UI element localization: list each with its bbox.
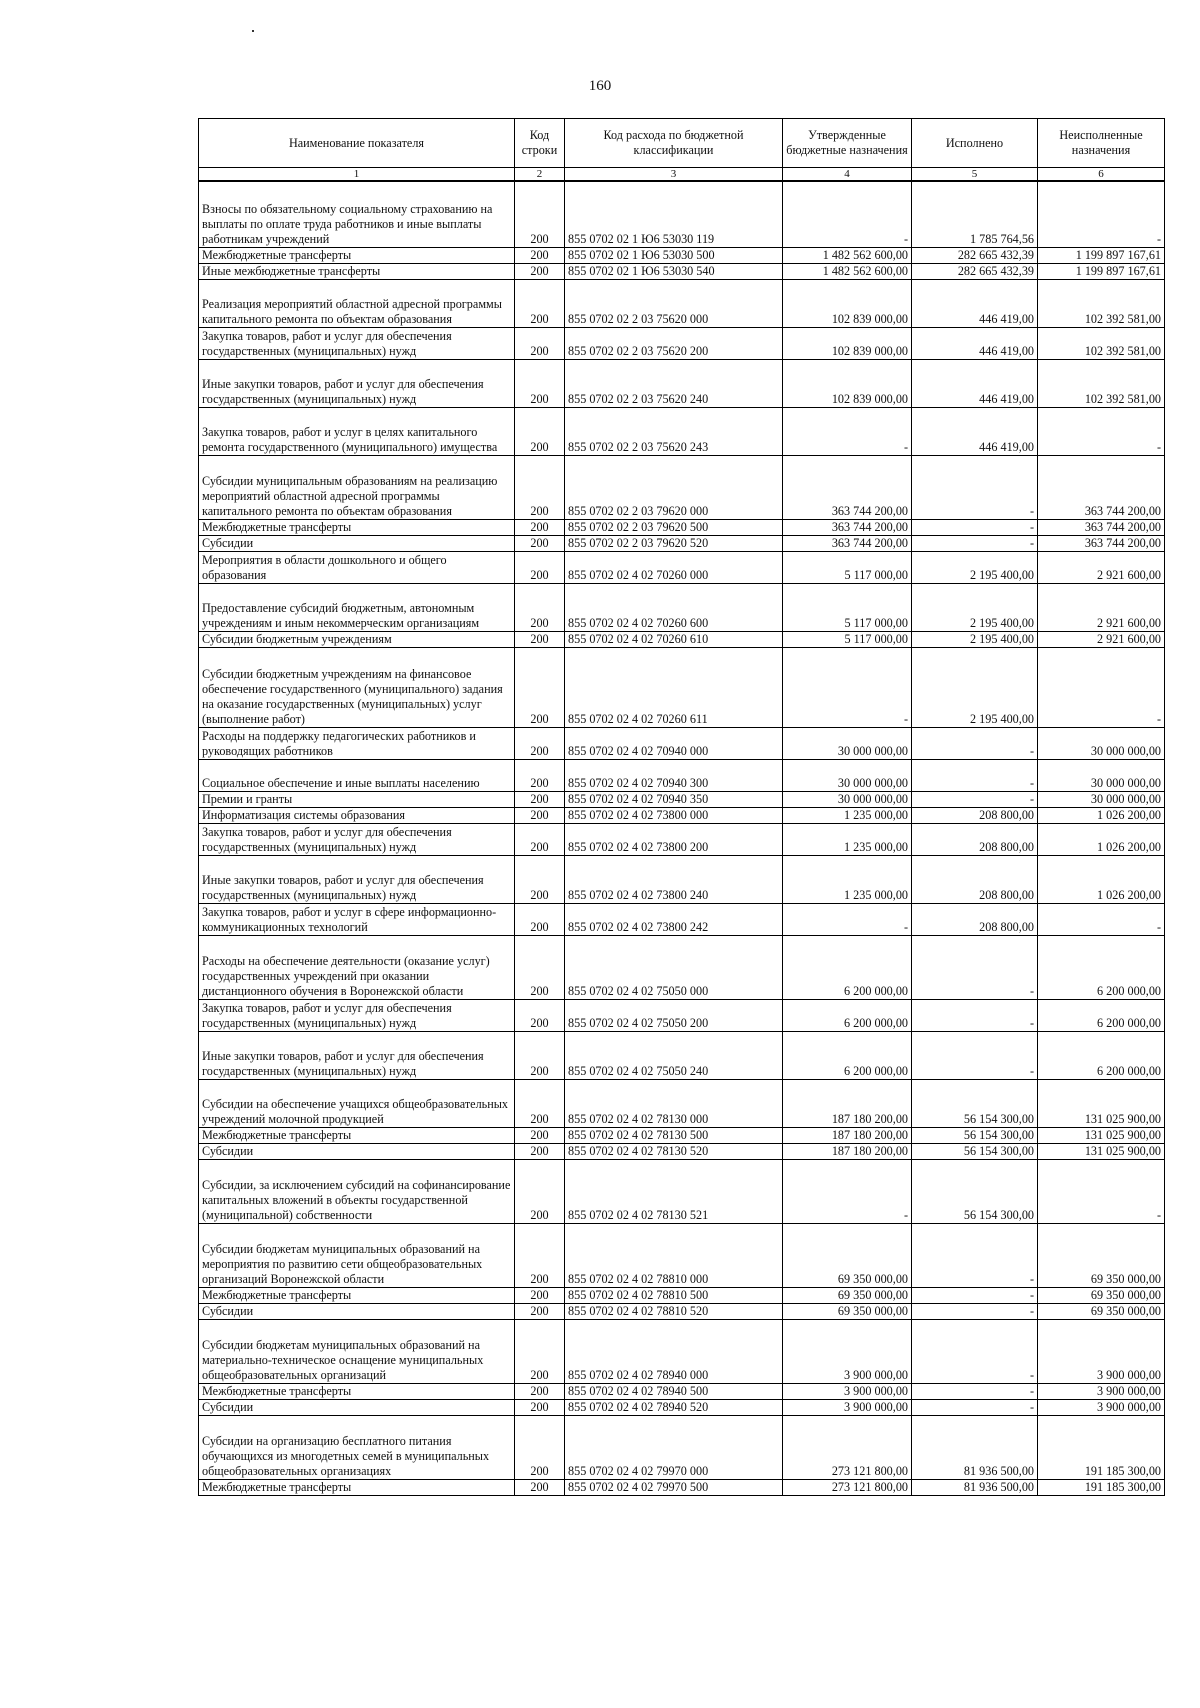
row-code: 200: [515, 759, 565, 791]
approved-amount: 69 350 000,00: [783, 1223, 912, 1287]
indicator-name: Закупка товаров, работ и услуг в целях капитального ремонта государственного (муниципального) имущества: [199, 407, 515, 455]
table-row: [199, 1399, 1165, 1415]
row-code: 200: [515, 455, 565, 519]
indicator-name: Взносы по обязательному социальному страхованию на выплаты по оплате труда работников и иные выплаты работникам учреждений: [199, 181, 515, 247]
executed-amount: -: [912, 1319, 1038, 1383]
column-number: 1: [199, 168, 515, 182]
approved-amount: 6 200 000,00: [783, 999, 912, 1031]
table-row: [199, 535, 1165, 551]
indicator-name: Закупка товаров, работ и услуг для обеспечения государственных (муниципальных) нужд: [199, 327, 515, 359]
unexecuted-amount: -: [1038, 1159, 1165, 1223]
budget-code: 855 0702 02 4 02 75050 200: [565, 999, 783, 1031]
approved-amount: -: [783, 181, 912, 247]
unexecuted-amount: 69 350 000,00: [1038, 1287, 1165, 1303]
budget-code: 855 0702 02 1 Ю6 53030 500: [565, 247, 783, 263]
header-budget-code: Код расхода по бюджетной классификации: [565, 119, 783, 168]
budget-code: 855 0702 02 4 02 78940 500: [565, 1383, 783, 1399]
column-number: 5: [912, 168, 1038, 182]
budget-code: 855 0702 02 1 Ю6 53030 540: [565, 263, 783, 279]
executed-amount: -: [912, 1287, 1038, 1303]
table-row: [199, 1143, 1165, 1159]
row-code: 200: [515, 1159, 565, 1223]
unexecuted-amount: 30 000 000,00: [1038, 759, 1165, 791]
budget-code: 855 0702 02 4 02 78940 520: [565, 1399, 783, 1415]
indicator-name: Межбюджетные трансферты: [199, 1479, 515, 1495]
unexecuted-amount: 363 744 200,00: [1038, 455, 1165, 519]
approved-amount: 273 121 800,00: [783, 1415, 912, 1479]
executed-amount: 1 785 764,56: [912, 181, 1038, 247]
row-code: 200: [515, 279, 565, 327]
column-number: 3: [565, 168, 783, 182]
indicator-name: Субсидии: [199, 535, 515, 551]
row-code: 200: [515, 1223, 565, 1287]
executed-amount: -: [912, 999, 1038, 1031]
table-row: [199, 1159, 1165, 1223]
executed-amount: 56 154 300,00: [912, 1143, 1038, 1159]
budget-code: 855 0702 02 4 02 70940 000: [565, 727, 783, 759]
indicator-name: Субсидии на организацию бесплатного питания обучающихся из многодетных семей в муниципальных общеобразовательных организациях: [199, 1415, 515, 1479]
approved-amount: 363 744 200,00: [783, 519, 912, 535]
row-code: 200: [515, 999, 565, 1031]
table-row: [199, 359, 1165, 407]
row-code: 200: [515, 359, 565, 407]
budget-code: 855 0702 02 4 02 78130 500: [565, 1127, 783, 1143]
executed-amount: -: [912, 1031, 1038, 1079]
indicator-name: Расходы на обеспечение деятельности (оказание услуг) государственных учреждений при оказании дистанционного обучения в Воронежской области: [199, 935, 515, 999]
unexecuted-amount: 131 025 900,00: [1038, 1079, 1165, 1127]
unexecuted-amount: 102 392 581,00: [1038, 279, 1165, 327]
indicator-name: Субсидии, за исключением субсидий на софинансирование капитальных вложений в объекты государственной (муниципальной) собственности: [199, 1159, 515, 1223]
budget-code: 855 0702 02 4 02 70260 600: [565, 583, 783, 631]
indicator-name: Иные закупки товаров, работ и услуг для обеспечения государственных (муниципальных) нужд: [199, 359, 515, 407]
row-code: 200: [515, 823, 565, 855]
row-code: 200: [515, 519, 565, 535]
table-row: [199, 1031, 1165, 1079]
unexecuted-amount: 30 000 000,00: [1038, 727, 1165, 759]
table-row: [199, 759, 1165, 791]
executed-amount: -: [912, 455, 1038, 519]
executed-amount: 2 195 400,00: [912, 647, 1038, 727]
executed-amount: -: [912, 935, 1038, 999]
executed-amount: 446 419,00: [912, 359, 1038, 407]
executed-amount: -: [912, 727, 1038, 759]
approved-amount: 1 235 000,00: [783, 855, 912, 903]
table-row: [199, 903, 1165, 935]
executed-amount: 282 665 432,39: [912, 247, 1038, 263]
header-row: [199, 119, 1165, 168]
unexecuted-amount: 3 900 000,00: [1038, 1383, 1165, 1399]
unexecuted-amount: 1 026 200,00: [1038, 807, 1165, 823]
approved-amount: 187 180 200,00: [783, 1079, 912, 1127]
budget-code: 855 0702 02 4 02 78130 521: [565, 1159, 783, 1223]
approved-amount: 1 482 562 600,00: [783, 247, 912, 263]
approved-amount: 69 350 000,00: [783, 1287, 912, 1303]
table-row: [199, 1415, 1165, 1479]
approved-amount: 5 117 000,00: [783, 551, 912, 583]
indicator-name: Иные межбюджетные трансферты: [199, 263, 515, 279]
executed-amount: 208 800,00: [912, 855, 1038, 903]
approved-amount: 3 900 000,00: [783, 1383, 912, 1399]
indicator-name: Субсидии бюджетам муниципальных образований на мероприятия по развитию сети общеобразовательных организаций Воронежской области: [199, 1223, 515, 1287]
budget-code: 855 0702 02 4 02 75050 000: [565, 935, 783, 999]
indicator-name: Субсидии: [199, 1303, 515, 1319]
table-row: [199, 181, 1165, 247]
row-code: 200: [515, 407, 565, 455]
row-code: 200: [515, 535, 565, 551]
row-code: 200: [515, 1303, 565, 1319]
row-code: 200: [515, 247, 565, 263]
header-indicator-name: Наименование показателя: [199, 119, 515, 168]
executed-amount: -: [912, 1383, 1038, 1399]
table-row: [199, 823, 1165, 855]
table-row: [199, 935, 1165, 999]
approved-amount: 273 121 800,00: [783, 1479, 912, 1495]
budget-code: 855 0702 02 4 02 70260 000: [565, 551, 783, 583]
table-row: [199, 647, 1165, 727]
approved-amount: -: [783, 903, 912, 935]
unexecuted-amount: 6 200 000,00: [1038, 1031, 1165, 1079]
table-row: [199, 263, 1165, 279]
indicator-name: Иные закупки товаров, работ и услуг для обеспечения государственных (муниципальных) нужд: [199, 1031, 515, 1079]
executed-amount: 208 800,00: [912, 903, 1038, 935]
unexecuted-amount: 1 026 200,00: [1038, 855, 1165, 903]
unexecuted-amount: 2 921 600,00: [1038, 583, 1165, 631]
indicator-name: Субсидии муниципальным образованиям на реализацию мероприятий областной адресной программы капитального ремонта по объектам образования: [199, 455, 515, 519]
table-row: [199, 999, 1165, 1031]
indicator-name: Субсидии бюджетным учреждениям: [199, 631, 515, 647]
approved-amount: 30 000 000,00: [783, 727, 912, 759]
approved-amount: 363 744 200,00: [783, 535, 912, 551]
header-executed: Исполнено: [912, 119, 1038, 168]
row-code: 200: [515, 935, 565, 999]
row-code: 200: [515, 1031, 565, 1079]
unexecuted-amount: 363 744 200,00: [1038, 535, 1165, 551]
table-row: [199, 1383, 1165, 1399]
budget-code: 855 0702 02 4 02 78940 000: [565, 1319, 783, 1383]
approved-amount: 363 744 200,00: [783, 455, 912, 519]
indicator-name: Иные закупки товаров, работ и услуг для обеспечения государственных (муниципальных) нужд: [199, 855, 515, 903]
row-code: 200: [515, 327, 565, 359]
table-row: [199, 1079, 1165, 1127]
approved-amount: 69 350 000,00: [783, 1303, 912, 1319]
table-row: [199, 727, 1165, 759]
unexecuted-amount: 3 900 000,00: [1038, 1399, 1165, 1415]
row-code: 200: [515, 1143, 565, 1159]
approved-amount: 1 482 562 600,00: [783, 263, 912, 279]
row-code: 200: [515, 647, 565, 727]
executed-amount: -: [912, 535, 1038, 551]
approved-amount: 6 200 000,00: [783, 1031, 912, 1079]
approved-amount: 1 235 000,00: [783, 807, 912, 823]
table-row: [199, 327, 1165, 359]
row-code: 200: [515, 181, 565, 247]
budget-code: 855 0702 02 4 02 70260 611: [565, 647, 783, 727]
budget-code: 855 0702 02 2 03 79620 500: [565, 519, 783, 535]
row-code: 200: [515, 1479, 565, 1495]
column-number: 2: [515, 168, 565, 182]
unexecuted-amount: 6 200 000,00: [1038, 999, 1165, 1031]
executed-amount: -: [912, 519, 1038, 535]
unexecuted-amount: -: [1038, 407, 1165, 455]
indicator-name: Закупка товаров, работ и услуг для обеспечения государственных (муниципальных) нужд: [199, 999, 515, 1031]
executed-amount: 56 154 300,00: [912, 1079, 1038, 1127]
table-row: [199, 1303, 1165, 1319]
row-code: 200: [515, 1319, 565, 1383]
unexecuted-amount: 1 026 200,00: [1038, 823, 1165, 855]
executed-amount: 2 195 400,00: [912, 631, 1038, 647]
table-row: [199, 1223, 1165, 1287]
budget-code: 855 0702 02 4 02 70940 350: [565, 791, 783, 807]
executed-amount: 282 665 432,39: [912, 263, 1038, 279]
indicator-name: Субсидии бюджетам муниципальных образований на материально-техническое оснащение муниципальных общеобразовательных организаций: [199, 1319, 515, 1383]
row-code: 200: [515, 1399, 565, 1415]
approved-amount: 30 000 000,00: [783, 759, 912, 791]
budget-code: 855 0702 02 4 02 73800 200: [565, 823, 783, 855]
budget-code: 855 0702 02 2 03 79620 000: [565, 455, 783, 519]
indicator-name: Субсидии на обеспечение учащихся общеобразовательных учреждений молочной продукцией: [199, 1079, 515, 1127]
executed-amount: -: [912, 1303, 1038, 1319]
indicator-name: Премии и гранты: [199, 791, 515, 807]
budget-code: 855 0702 02 4 02 70940 300: [565, 759, 783, 791]
unexecuted-amount: 191 185 300,00: [1038, 1479, 1165, 1495]
indicator-name: Социальное обеспечение и иные выплаты населению: [199, 759, 515, 791]
budget-code: 855 0702 02 4 02 78810 520: [565, 1303, 783, 1319]
unexecuted-amount: 1 199 897 167,61: [1038, 247, 1165, 263]
unexecuted-amount: 363 744 200,00: [1038, 519, 1165, 535]
unexecuted-amount: 69 350 000,00: [1038, 1223, 1165, 1287]
row-code: 200: [515, 583, 565, 631]
budget-code: 855 0702 02 4 02 70260 610: [565, 631, 783, 647]
approved-amount: 5 117 000,00: [783, 631, 912, 647]
budget-code: 855 0702 02 2 03 75620 000: [565, 279, 783, 327]
unexecuted-amount: 102 392 581,00: [1038, 359, 1165, 407]
table-body: [199, 181, 1165, 1495]
table-row: [199, 855, 1165, 903]
unexecuted-amount: 131 025 900,00: [1038, 1143, 1165, 1159]
approved-amount: 102 839 000,00: [783, 279, 912, 327]
budget-code: 855 0702 02 4 02 73800 242: [565, 903, 783, 935]
executed-amount: 56 154 300,00: [912, 1159, 1038, 1223]
row-code: 200: [515, 1127, 565, 1143]
unexecuted-amount: 2 921 600,00: [1038, 631, 1165, 647]
page-number: 160: [588, 78, 612, 94]
budget-code: 855 0702 02 2 03 75620 240: [565, 359, 783, 407]
indicator-name: Закупка товаров, работ и услуг в сфере информационно-коммуникационных технологий: [199, 903, 515, 935]
executed-amount: -: [912, 1399, 1038, 1415]
budget-code: 855 0702 02 2 03 75620 200: [565, 327, 783, 359]
column-number-row: [199, 168, 1165, 182]
table-row: [199, 551, 1165, 583]
table-row: [199, 631, 1165, 647]
row-code: 200: [515, 1415, 565, 1479]
row-code: 200: [515, 1383, 565, 1399]
executed-amount: 81 936 500,00: [912, 1415, 1038, 1479]
budget-code: 855 0702 02 4 02 79970 500: [565, 1479, 783, 1495]
approved-amount: 102 839 000,00: [783, 327, 912, 359]
budget-code: 855 0702 02 4 02 78810 500: [565, 1287, 783, 1303]
indicator-name: Мероприятия в области дошкольного и общего образования: [199, 551, 515, 583]
table-row: [199, 807, 1165, 823]
table-row: [199, 1479, 1165, 1495]
approved-amount: 3 900 000,00: [783, 1319, 912, 1383]
approved-amount: -: [783, 647, 912, 727]
unexecuted-amount: 191 185 300,00: [1038, 1415, 1165, 1479]
budget-code: 855 0702 02 2 03 75620 243: [565, 407, 783, 455]
executed-amount: 208 800,00: [912, 823, 1038, 855]
table-row: [199, 407, 1165, 455]
indicator-name: Межбюджетные трансферты: [199, 1127, 515, 1143]
approved-amount: 5 117 000,00: [783, 583, 912, 631]
executed-amount: 446 419,00: [912, 327, 1038, 359]
table-row: [199, 1287, 1165, 1303]
approved-amount: 187 180 200,00: [783, 1127, 912, 1143]
budget-code: 855 0702 02 4 02 73800 240: [565, 855, 783, 903]
header-row-code: Код строки: [515, 119, 565, 168]
unexecuted-amount: -: [1038, 181, 1165, 247]
approved-amount: 102 839 000,00: [783, 359, 912, 407]
unexecuted-amount: 102 392 581,00: [1038, 327, 1165, 359]
indicator-name: Информатизация системы образования: [199, 807, 515, 823]
column-number: 4: [783, 168, 912, 182]
budget-code: 855 0702 02 4 02 78810 000: [565, 1223, 783, 1287]
table-row: [199, 519, 1165, 535]
executed-amount: 446 419,00: [912, 407, 1038, 455]
unexecuted-amount: 6 200 000,00: [1038, 935, 1165, 999]
table-row: [199, 279, 1165, 327]
approved-amount: 3 900 000,00: [783, 1399, 912, 1415]
scan-speck: [252, 30, 254, 32]
row-code: 200: [515, 263, 565, 279]
approved-amount: -: [783, 1159, 912, 1223]
table-row: [199, 455, 1165, 519]
indicator-name: Закупка товаров, работ и услуг для обеспечения государственных (муниципальных) нужд: [199, 823, 515, 855]
indicator-name: Субсидии: [199, 1143, 515, 1159]
column-number: 6: [1038, 168, 1165, 182]
budget-code: 855 0702 02 4 02 78130 000: [565, 1079, 783, 1127]
indicator-name: Межбюджетные трансферты: [199, 247, 515, 263]
row-code: 200: [515, 791, 565, 807]
indicator-name: Субсидии бюджетным учреждениям на финансовое обеспечение государственного (муниципального) задания на оказание государственных (муниципальных) услуг (выполнение работ): [199, 647, 515, 727]
row-code: 200: [515, 807, 565, 823]
executed-amount: 2 195 400,00: [912, 551, 1038, 583]
row-code: 200: [515, 631, 565, 647]
indicator-name: Реализация мероприятий областной адресной программы капитального ремонта по объектам образования: [199, 279, 515, 327]
row-code: 200: [515, 903, 565, 935]
budget-code: 855 0702 02 4 02 78130 520: [565, 1143, 783, 1159]
unexecuted-amount: -: [1038, 903, 1165, 935]
budget-code: 855 0702 02 4 02 73800 000: [565, 807, 783, 823]
header-unexecuted: Неисполненные назначения: [1038, 119, 1165, 168]
header-approved: Утвержденные бюджетные назначения: [783, 119, 912, 168]
row-code: 200: [515, 551, 565, 583]
indicator-name: Межбюджетные трансферты: [199, 1287, 515, 1303]
table-row: [199, 791, 1165, 807]
executed-amount: 81 936 500,00: [912, 1479, 1038, 1495]
indicator-name: Межбюджетные трансферты: [199, 1383, 515, 1399]
table-row: [199, 1319, 1165, 1383]
unexecuted-amount: 1 199 897 167,61: [1038, 263, 1165, 279]
executed-amount: 208 800,00: [912, 807, 1038, 823]
executed-amount: 56 154 300,00: [912, 1127, 1038, 1143]
unexecuted-amount: 69 350 000,00: [1038, 1303, 1165, 1319]
unexecuted-amount: 30 000 000,00: [1038, 791, 1165, 807]
budget-code: 855 0702 02 4 02 75050 240: [565, 1031, 783, 1079]
budget-code: 855 0702 02 1 Ю6 53030 119: [565, 181, 783, 247]
table-row: [199, 247, 1165, 263]
row-code: 200: [515, 855, 565, 903]
row-code: 200: [515, 1287, 565, 1303]
unexecuted-amount: 2 921 600,00: [1038, 551, 1165, 583]
budget-code: 855 0702 02 4 02 79970 000: [565, 1415, 783, 1479]
executed-amount: 446 419,00: [912, 279, 1038, 327]
table-row: [199, 583, 1165, 631]
executed-amount: -: [912, 759, 1038, 791]
executed-amount: -: [912, 791, 1038, 807]
executed-amount: 2 195 400,00: [912, 583, 1038, 631]
budget-execution-table: [198, 118, 1165, 1496]
row-code: 200: [515, 727, 565, 759]
approved-amount: -: [783, 407, 912, 455]
indicator-name: Предоставление субсидий бюджетным, автономным учреждениям и иным некоммерческим организациям: [199, 583, 515, 631]
approved-amount: 1 235 000,00: [783, 823, 912, 855]
indicator-name: Субсидии: [199, 1399, 515, 1415]
unexecuted-amount: -: [1038, 647, 1165, 727]
table-row: [199, 1127, 1165, 1143]
budget-code: 855 0702 02 2 03 79620 520: [565, 535, 783, 551]
executed-amount: -: [912, 1223, 1038, 1287]
indicator-name: Межбюджетные трансферты: [199, 519, 515, 535]
unexecuted-amount: 131 025 900,00: [1038, 1127, 1165, 1143]
row-code: 200: [515, 1079, 565, 1127]
approved-amount: 6 200 000,00: [783, 935, 912, 999]
unexecuted-amount: 3 900 000,00: [1038, 1319, 1165, 1383]
approved-amount: 30 000 000,00: [783, 791, 912, 807]
indicator-name: Расходы на поддержку педагогических работников и руководящих работников: [199, 727, 515, 759]
approved-amount: 187 180 200,00: [783, 1143, 912, 1159]
